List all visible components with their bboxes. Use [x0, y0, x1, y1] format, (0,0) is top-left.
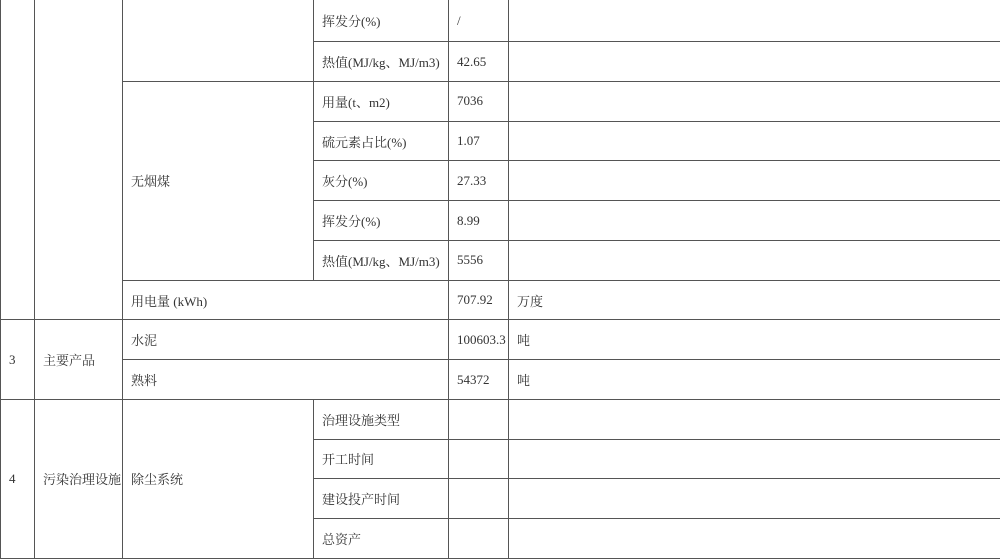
table-row: [1, 399, 1000, 439]
category-cell-products: 主要产品: [35, 320, 123, 399]
unit-cell: [509, 201, 1000, 241]
value-cell: [449, 399, 509, 439]
system-cell-dedusting: 除尘系统: [123, 399, 314, 558]
unit-cell: [509, 82, 1000, 122]
value-cell: 100603.3: [449, 320, 509, 360]
row-index-cell: 4: [1, 399, 35, 558]
unit-cell: [509, 0, 1000, 42]
value-cell: 8.99: [449, 201, 509, 241]
unit-cell: 吨: [509, 320, 1000, 360]
unit-cell: [509, 121, 1000, 161]
unit-cell: 吨: [509, 360, 1000, 400]
param-cell: 硫元素占比(%): [314, 121, 449, 161]
table-row: [1, 360, 1000, 400]
value-cell: 27.33: [449, 161, 509, 201]
value-cell: 1.07: [449, 121, 509, 161]
table-row: [1, 320, 1000, 360]
value-cell: 54372: [449, 360, 509, 400]
unit-cell: 万度: [509, 280, 1000, 320]
param-cell: 治理设施类型: [314, 399, 449, 439]
unit-cell: [509, 161, 1000, 201]
param-cell: 开工时间: [314, 439, 449, 479]
value-cell: /: [449, 0, 509, 42]
unit-cell: [509, 519, 1000, 559]
param-cell: 热值(MJ/kg、MJ/m3): [314, 240, 449, 280]
category-cell-pollution: 污染治理设施: [35, 399, 123, 558]
param-cell: 挥发分(%): [314, 201, 449, 241]
unit-cell: [509, 42, 1000, 82]
unit-cell: [509, 439, 1000, 479]
value-cell: [449, 519, 509, 559]
value-cell: [449, 479, 509, 519]
product-cell: 熟料: [123, 360, 449, 400]
param-cell: 热值(MJ/kg、MJ/m3): [314, 42, 449, 82]
value-cell: 42.65: [449, 42, 509, 82]
param-cell: 建设投产时间: [314, 479, 449, 519]
value-cell: [449, 439, 509, 479]
category-cell-empty: [35, 0, 123, 320]
param-cell: 挥发分(%): [314, 0, 449, 42]
unit-cell: [509, 399, 1000, 439]
table-row: [1, 0, 1000, 42]
product-cell: 水泥: [123, 320, 449, 360]
row-index-cell-empty: [1, 0, 35, 320]
value-cell: 7036: [449, 82, 509, 122]
unit-cell: [509, 479, 1000, 519]
unit-cell: [509, 240, 1000, 280]
table-row: [1, 82, 1000, 122]
param-cell-electricity: 用电量 (kWh): [123, 280, 449, 320]
row-index-cell: 3: [1, 320, 35, 399]
material-cell-anthracite: 无烟煤: [123, 82, 314, 281]
value-cell: 5556: [449, 240, 509, 280]
param-cell: 用量(t、m2): [314, 82, 449, 122]
table-row: [1, 280, 1000, 320]
material-cell-empty: [123, 0, 314, 82]
value-cell: 707.92: [449, 280, 509, 320]
param-cell: 总资产: [314, 519, 449, 559]
param-cell: 灰分(%): [314, 161, 449, 201]
